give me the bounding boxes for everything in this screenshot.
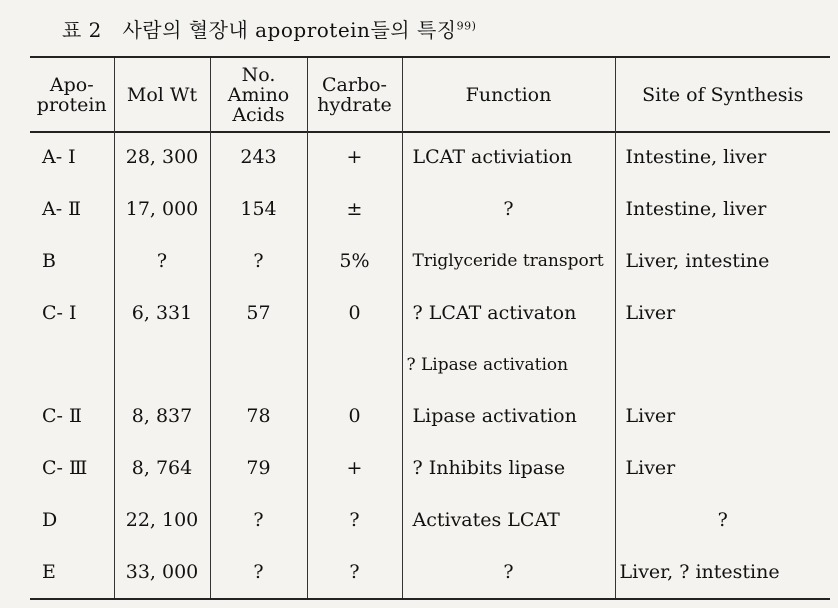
cell-amino-acids: [210, 339, 307, 391]
table-bottom-rule: [30, 598, 830, 600]
table-row: [30, 494, 830, 546]
header-carbohydrate: Carbo-hydrate: [307, 58, 402, 131]
cell-carbohydrate: ±: [307, 183, 402, 235]
cell-site: Liver, ? intestine: [615, 546, 830, 598]
cell-site: Liver: [615, 442, 830, 494]
cell-mol-wt: 17, 000: [114, 183, 210, 235]
cell-function: LCAT activiation: [402, 131, 615, 183]
cell-function: ?: [402, 183, 615, 235]
caption-text: 사람의 혈장내 apoprotein들의 특징: [122, 18, 457, 42]
cell-carbohydrate: [307, 339, 402, 391]
header-function: Function: [402, 58, 615, 131]
cell-apoprotein: C- Ⅰ: [42, 301, 77, 324]
cell-site: Liver: [615, 390, 830, 442]
table-row: [30, 131, 830, 183]
table-row: [30, 183, 830, 235]
apoprotein-table: [30, 58, 830, 598]
cell-apoprotein: C- Ⅲ: [42, 457, 88, 480]
table-header-row: [30, 58, 830, 131]
cell-function: ? Lipase activation: [402, 339, 615, 391]
cell-function: ? LCAT activaton: [402, 287, 615, 339]
cell-apoprotein: D: [42, 509, 58, 532]
table-row: [30, 546, 830, 598]
cell-amino-acids: 79: [210, 442, 307, 494]
table-row: [30, 390, 830, 442]
cell-mol-wt: [114, 339, 210, 391]
cell-apoprotein: A- Ⅱ: [42, 197, 82, 220]
cell-apoprotein: B: [42, 249, 56, 272]
cell-function: Lipase activation: [402, 390, 615, 442]
cell-carbohydrate: ?: [307, 494, 402, 546]
table-row: [30, 442, 830, 494]
cell-amino-acids: 243: [210, 131, 307, 183]
cell-amino-acids: ?: [210, 235, 307, 287]
cell-carbohydrate: 0: [307, 287, 402, 339]
cell-mol-wt: 8, 837: [114, 390, 210, 442]
cell-function: ? Inhibits lipase: [402, 442, 615, 494]
cell-carbohydrate: ?: [307, 546, 402, 598]
cell-site: ?: [615, 494, 830, 546]
cell-mol-wt: 28, 300: [114, 131, 210, 183]
cell-amino-acids: 57: [210, 287, 307, 339]
cell-carbohydrate: 5%: [307, 235, 402, 287]
table-row: [30, 287, 830, 339]
caption-reference: 99): [456, 19, 477, 33]
cell-site: Liver, intestine: [615, 235, 830, 287]
cell-carbohydrate: +: [307, 131, 402, 183]
cell-apoprotein: E: [42, 561, 56, 584]
cell-mol-wt: ?: [114, 235, 210, 287]
cell-carbohydrate: 0: [307, 390, 402, 442]
header-mol-wt: Mol Wt: [114, 58, 210, 131]
header-apoprotein: Apo-protein: [36, 73, 107, 116]
cell-amino-acids: ?: [210, 546, 307, 598]
cell-mol-wt: 22, 100: [114, 494, 210, 546]
header-amino-acids: No. Amino Acids: [210, 58, 307, 131]
cell-amino-acids: 154: [210, 183, 307, 235]
cell-amino-acids: ?: [210, 494, 307, 546]
header-site: Site of Synthesis: [615, 58, 830, 131]
cell-site: Intestine, liver: [615, 183, 830, 235]
cell-site: [615, 339, 830, 391]
cell-site: Intestine, liver: [615, 131, 830, 183]
cell-apoprotein: [30, 339, 114, 391]
cell-mol-wt: 6, 331: [114, 287, 210, 339]
table-row: [30, 235, 830, 287]
cell-site: Liver: [615, 287, 830, 339]
table-row: [30, 339, 830, 391]
cell-amino-acids: 78: [210, 390, 307, 442]
cell-mol-wt: 8, 764: [114, 442, 210, 494]
cell-apoprotein: C- Ⅱ: [42, 405, 82, 428]
cell-function: Activates LCAT: [402, 494, 615, 546]
caption-label: 표 2: [62, 18, 102, 42]
cell-function: ?: [402, 546, 615, 598]
cell-function: Triglyceride transport: [402, 235, 615, 287]
cell-apoprotein: A- Ⅰ: [42, 145, 76, 168]
cell-mol-wt: 33, 000: [114, 546, 210, 598]
cell-carbohydrate: +: [307, 442, 402, 494]
table-caption: [62, 14, 476, 43]
